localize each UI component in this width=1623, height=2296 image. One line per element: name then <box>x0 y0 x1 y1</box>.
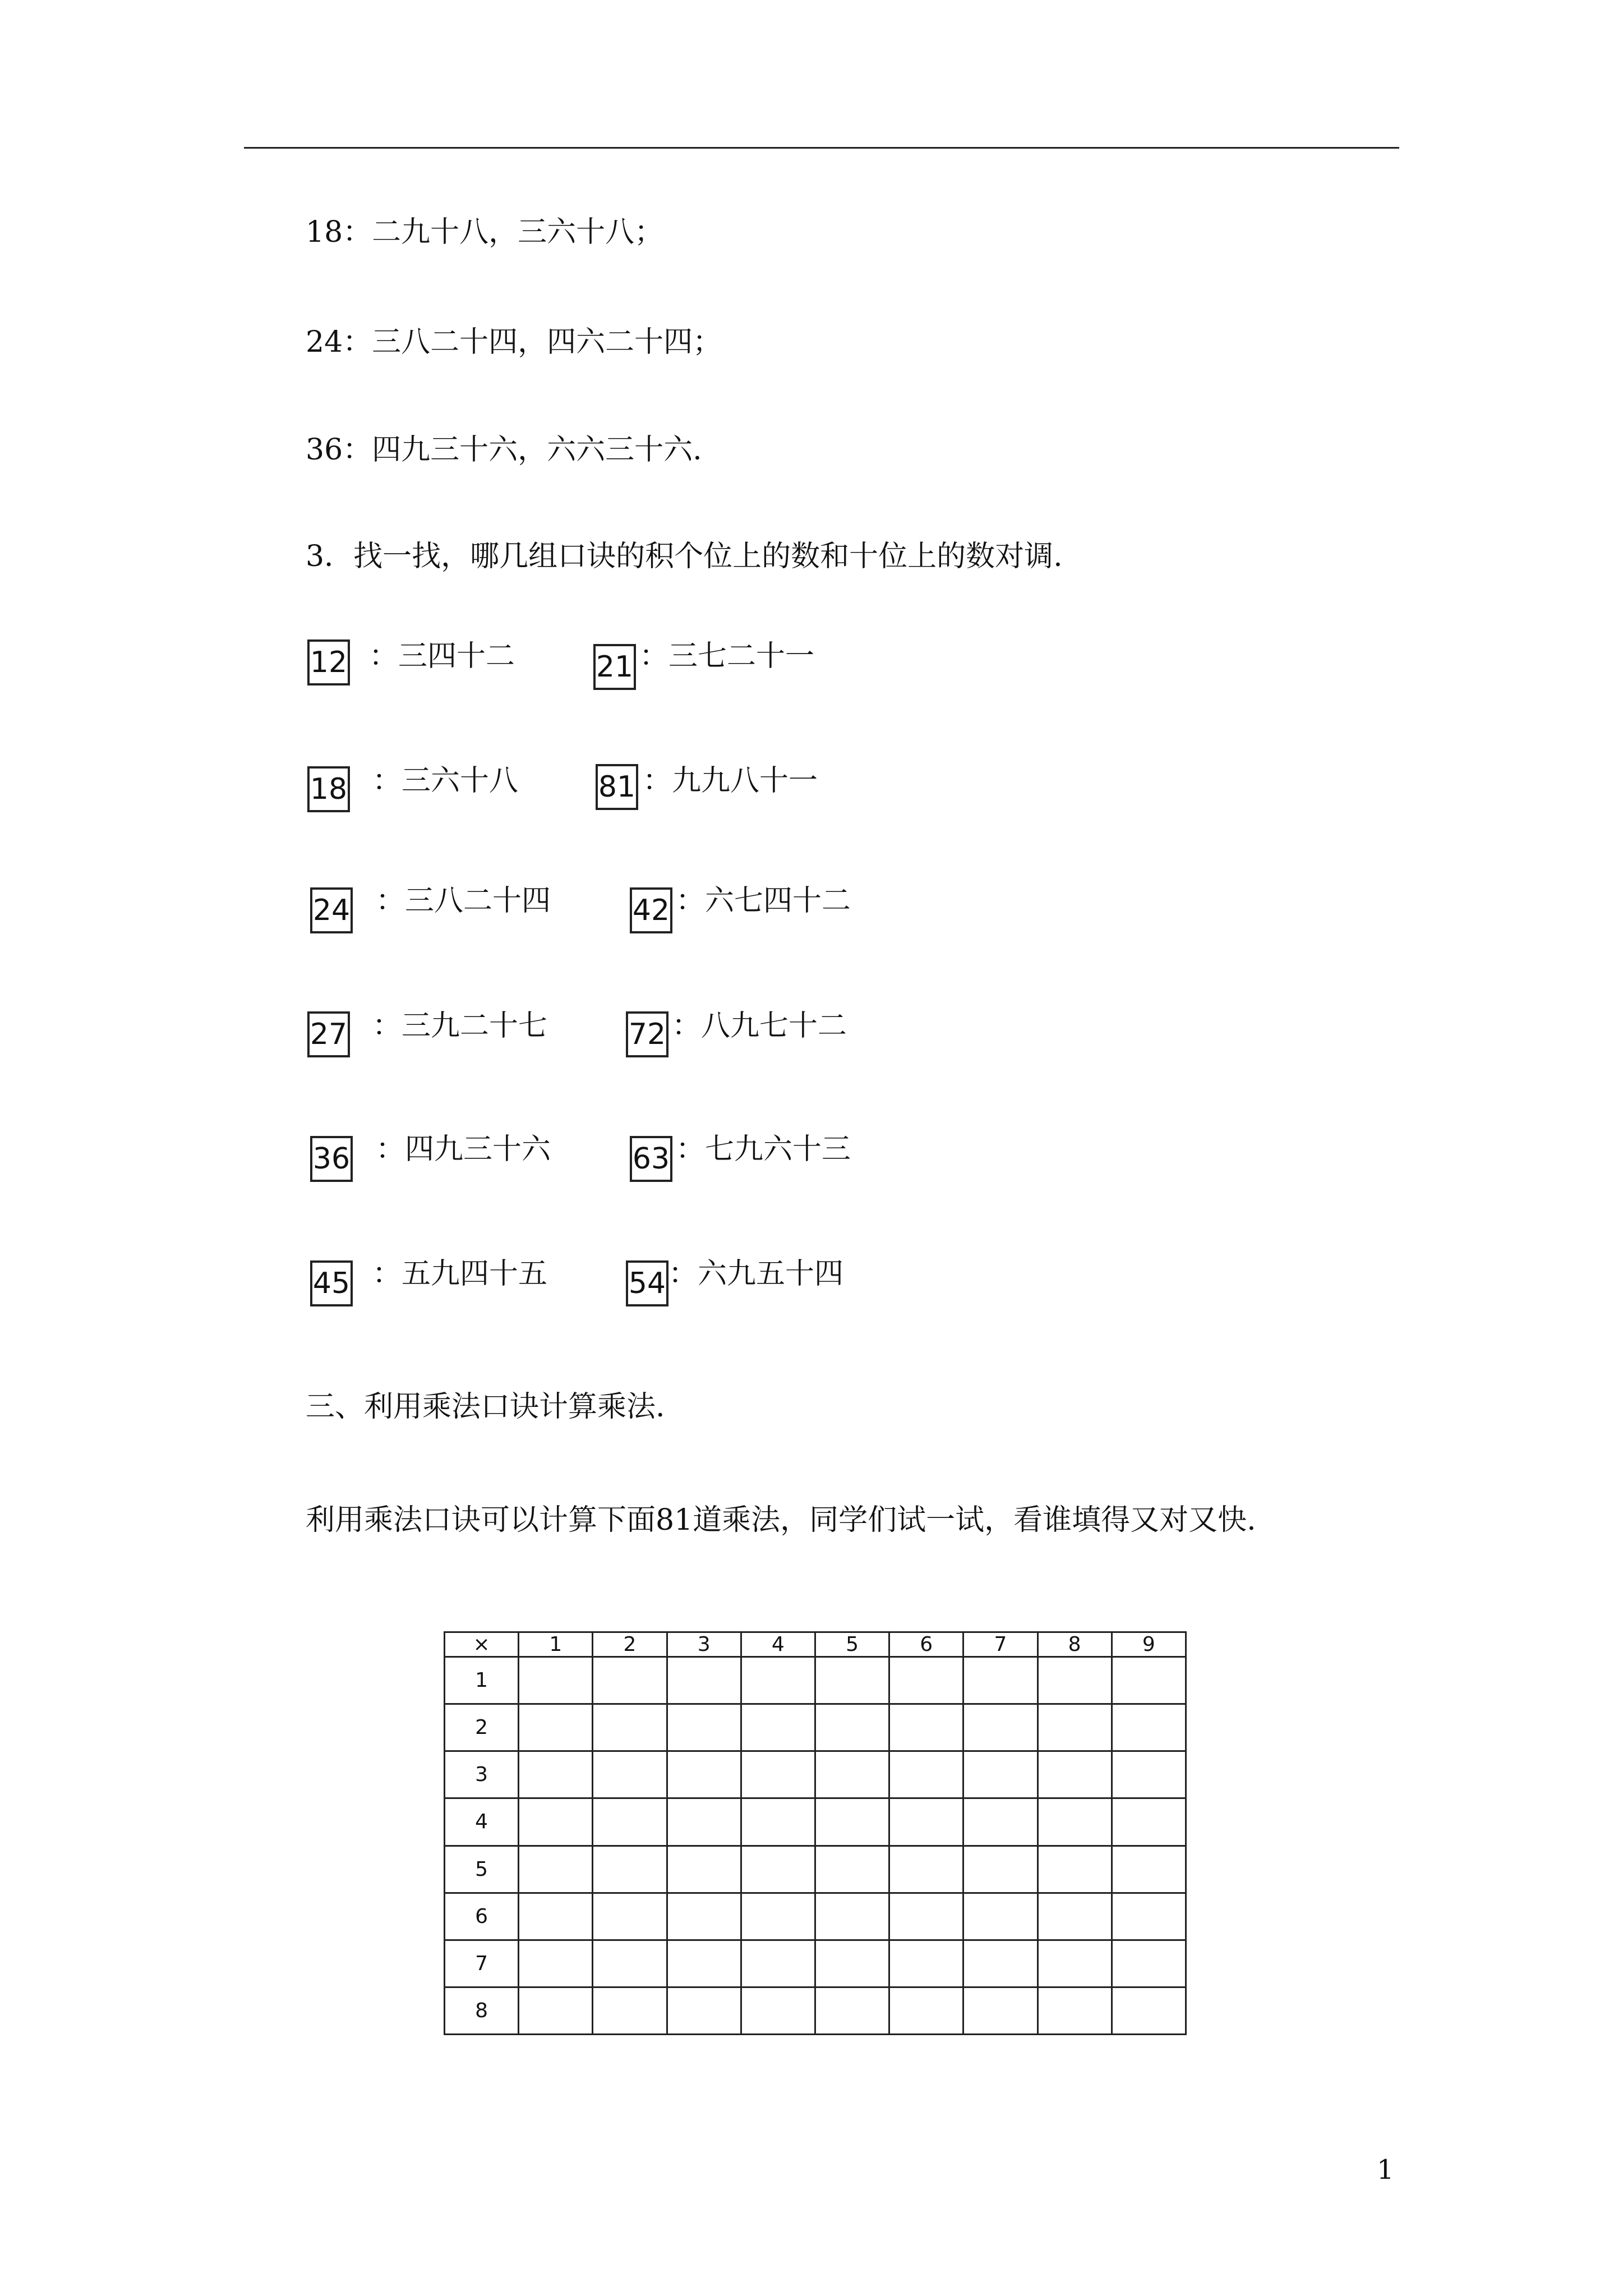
answer-cell[interactable] <box>815 1751 889 1798</box>
answer-cell[interactable] <box>889 1893 963 1940</box>
answer-cell[interactable] <box>815 1846 889 1893</box>
section-3-heading: 三、利用乘法口诀计算乘法. <box>306 1390 665 1424</box>
answer-cell[interactable] <box>963 1940 1038 1987</box>
answer-cell[interactable] <box>1112 1846 1186 1893</box>
row-header: 6 <box>445 1893 519 1940</box>
corner-cell: × <box>445 1632 519 1657</box>
number-box: 81 <box>596 764 638 810</box>
row-header: 3 <box>445 1751 519 1798</box>
answer-cell[interactable] <box>1038 1846 1112 1893</box>
answer-cell[interactable] <box>815 1940 889 1987</box>
answer-cell[interactable] <box>593 1846 667 1893</box>
answer-cell[interactable] <box>815 1987 889 2034</box>
answer-cell[interactable] <box>519 1657 593 1704</box>
answer-cell[interactable] <box>963 1657 1038 1704</box>
answer-cell[interactable] <box>519 1751 593 1798</box>
table-intro: 利用乘法口诀可以计算下面81道乘法，同学们试一试，看谁填得又对又快. <box>306 1503 1256 1537</box>
answer-cell[interactable] <box>963 1751 1038 1798</box>
rhyme-text: ：七九六十三 <box>676 1133 851 1166</box>
answer-cell[interactable] <box>667 1657 741 1704</box>
line-36: 36：四九三十六，六六三十六. <box>306 433 702 467</box>
row-header: 7 <box>445 1940 519 1987</box>
answer-cell[interactable] <box>1038 1893 1112 1940</box>
answer-cell[interactable] <box>519 1704 593 1751</box>
answer-cell[interactable] <box>889 1798 963 1846</box>
table-row <box>445 1893 1186 1940</box>
answer-cell[interactable] <box>741 1940 815 1987</box>
answer-cell[interactable] <box>519 1846 593 1893</box>
header-rule <box>244 147 1399 149</box>
answer-cell[interactable] <box>1112 1798 1186 1846</box>
answer-cell[interactable] <box>815 1704 889 1751</box>
answer-cell[interactable] <box>963 1798 1038 1846</box>
column-header: 7 <box>963 1632 1038 1657</box>
rhyme-text: ：三六十八 <box>372 764 519 798</box>
column-header: 6 <box>889 1632 963 1657</box>
answer-cell[interactable] <box>963 1704 1038 1751</box>
column-header: 2 <box>593 1632 667 1657</box>
number-box: 72 <box>626 1011 668 1057</box>
answer-cell[interactable] <box>741 1987 815 2034</box>
multiplication-table <box>444 1631 1187 2035</box>
answer-cell[interactable] <box>741 1657 815 1704</box>
answer-cell[interactable] <box>741 1704 815 1751</box>
answer-cell[interactable] <box>815 1657 889 1704</box>
answer-cell[interactable] <box>1038 1987 1112 2034</box>
answer-cell[interactable] <box>889 1657 963 1704</box>
answer-cell[interactable] <box>667 1940 741 1987</box>
table-header-row <box>445 1632 1186 1657</box>
answer-cell[interactable] <box>963 1987 1038 2034</box>
column-header: 9 <box>1112 1632 1186 1657</box>
number-box: 63 <box>630 1136 672 1182</box>
table-row <box>445 1798 1186 1846</box>
number-box: 54 <box>626 1260 668 1306</box>
answer-cell[interactable] <box>519 1893 593 1940</box>
answer-cell[interactable] <box>667 1987 741 2034</box>
table-row <box>445 1751 1186 1798</box>
answer-cell[interactable] <box>593 1940 667 1987</box>
answer-cell[interactable] <box>1038 1657 1112 1704</box>
table-row <box>445 1704 1186 1751</box>
number-box: 18 <box>307 766 350 812</box>
rhyme-text: ：五九四十五 <box>372 1257 548 1291</box>
answer-cell[interactable] <box>963 1846 1038 1893</box>
rhyme-text: ：三四十二 <box>369 639 515 673</box>
answer-cell[interactable] <box>889 1751 963 1798</box>
rhyme-text: ：六七四十二 <box>676 884 851 918</box>
answer-cell[interactable] <box>889 1846 963 1893</box>
answer-cell[interactable] <box>815 1798 889 1846</box>
page-number: 1 <box>1377 2154 1394 2185</box>
question-3: 3．找一找，哪几组口诀的积个位上的数和十位上的数对调. <box>306 540 1063 573</box>
answer-cell[interactable] <box>1112 1704 1186 1751</box>
answer-cell[interactable] <box>519 1798 593 1846</box>
number-box: 45 <box>310 1260 353 1306</box>
answer-cell[interactable] <box>1038 1798 1112 1846</box>
answer-cell[interactable] <box>741 1798 815 1846</box>
answer-cell[interactable] <box>667 1798 741 1846</box>
rhyme-text: ：四九三十六 <box>376 1133 551 1166</box>
answer-cell[interactable] <box>889 1940 963 1987</box>
number-box: 21 <box>593 644 636 690</box>
column-header: 1 <box>519 1632 593 1657</box>
answer-cell[interactable] <box>1112 1657 1186 1704</box>
rhyme-text: ：八九七十二 <box>672 1009 847 1043</box>
answer-cell[interactable] <box>593 1798 667 1846</box>
answer-cell[interactable] <box>741 1893 815 1940</box>
answer-cell[interactable] <box>519 1987 593 2034</box>
line-18: 18：二九十八，三六十八； <box>306 215 664 249</box>
answer-cell[interactable] <box>889 1987 963 2034</box>
answer-cell[interactable] <box>963 1893 1038 1940</box>
answer-cell[interactable] <box>1038 1704 1112 1751</box>
answer-cell[interactable] <box>1112 1940 1186 1987</box>
number-box: 24 <box>310 887 353 933</box>
answer-cell[interactable] <box>1038 1940 1112 1987</box>
answer-cell[interactable] <box>593 1704 667 1751</box>
number-box: 27 <box>307 1011 350 1057</box>
column-header: 4 <box>741 1632 815 1657</box>
row-header: 1 <box>445 1657 519 1704</box>
column-header: 5 <box>815 1632 889 1657</box>
answer-cell[interactable] <box>889 1704 963 1751</box>
rhyme-text: ：三九二十七 <box>372 1009 548 1043</box>
line-24: 24：三八二十四，四六二十四； <box>306 325 722 359</box>
table-row <box>445 1657 1186 1704</box>
row-header: 5 <box>445 1846 519 1893</box>
answer-cell[interactable] <box>667 1704 741 1751</box>
answer-cell[interactable] <box>667 1893 741 1940</box>
rhyme-text: ：九九八十一 <box>643 764 818 798</box>
answer-cell[interactable] <box>1112 1751 1186 1798</box>
answer-cell[interactable] <box>593 1657 667 1704</box>
row-header: 4 <box>445 1798 519 1846</box>
answer-cell[interactable] <box>519 1940 593 1987</box>
answer-cell[interactable] <box>815 1893 889 1940</box>
answer-cell[interactable] <box>593 1987 667 2034</box>
row-header: 2 <box>445 1704 519 1751</box>
answer-cell[interactable] <box>1038 1751 1112 1798</box>
answer-cell[interactable] <box>1112 1893 1186 1940</box>
rhyme-text: ：三七二十一 <box>639 639 815 673</box>
column-header: 8 <box>1038 1632 1112 1657</box>
answer-cell[interactable] <box>741 1846 815 1893</box>
answer-cell[interactable] <box>1112 1987 1186 2034</box>
number-box: 42 <box>630 887 672 933</box>
answer-cell[interactable] <box>667 1846 741 1893</box>
row-header: 8 <box>445 1987 519 2034</box>
number-box: 12 <box>307 639 350 685</box>
answer-cell[interactable] <box>667 1751 741 1798</box>
number-box: 36 <box>310 1136 353 1182</box>
table-row <box>445 1846 1186 1893</box>
answer-cell[interactable] <box>593 1893 667 1940</box>
table-row <box>445 1940 1186 1987</box>
answer-cell[interactable] <box>593 1751 667 1798</box>
rhyme-text: ：六九五十四 <box>668 1257 844 1291</box>
answer-cell[interactable] <box>741 1751 815 1798</box>
table-row <box>445 1987 1186 2034</box>
rhyme-text: ：三八二十四 <box>376 884 551 918</box>
column-header: 3 <box>667 1632 741 1657</box>
